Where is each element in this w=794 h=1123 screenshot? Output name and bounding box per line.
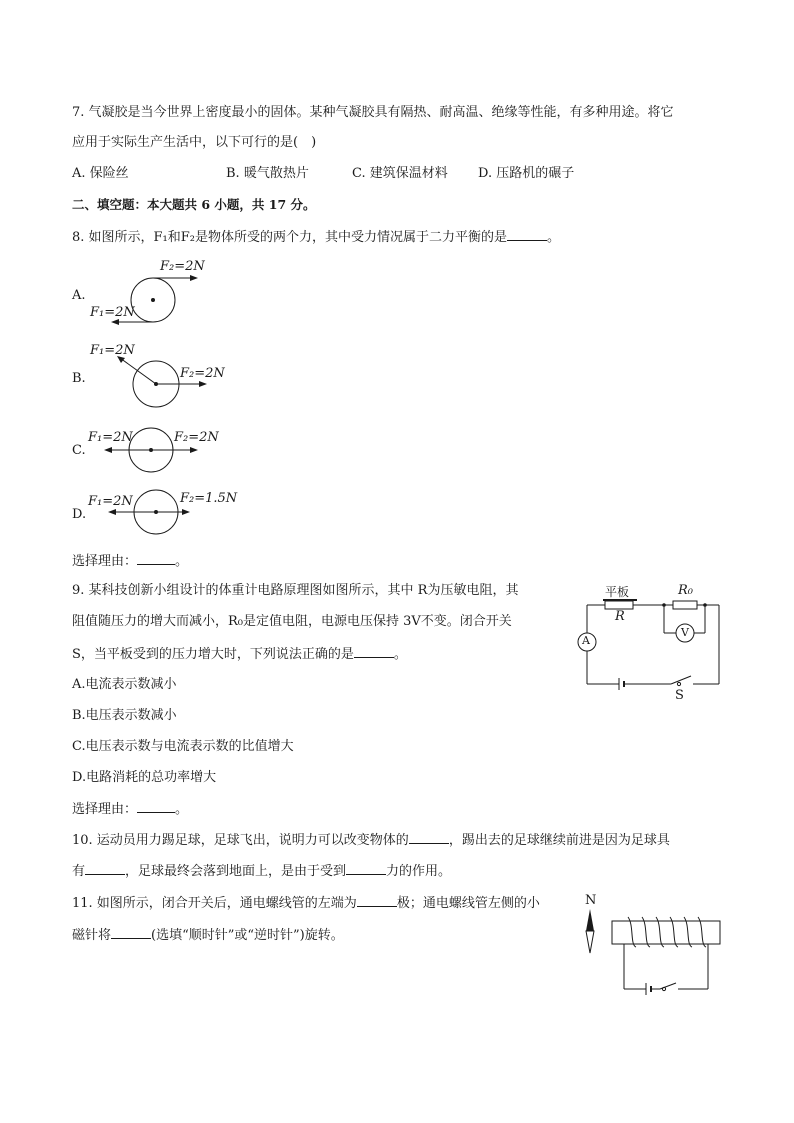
q10-line1 [72, 831, 670, 850]
circuit-r0-label: R₀ [678, 583, 693, 598]
q8-reason [72, 552, 188, 571]
q7-line2: 应用于实际生产生活中，以下可行的是( ) [72, 135, 317, 150]
q11-line1-b: 极；通电螺线管左侧的小 [396, 896, 540, 911]
q11-line1-a: 11. 如图所示，闭合开关后，通电螺线管的左端为 [72, 896, 357, 911]
answer-blank[interactable] [507, 228, 547, 241]
circuit-ammeter-label: A [582, 634, 590, 647]
q8-option-b-letter: B. [72, 371, 86, 386]
q8-option-a-letter: A. [72, 288, 86, 303]
q8-stem-end: 。 [547, 230, 561, 245]
q8-a-f2-label: F₂=2N [160, 259, 205, 274]
q11-line2-a: 磁针将 [72, 928, 112, 943]
q9-line1: 9. 某科技创新小组设计的体重计电路原理图如图所示，其中 R为压敏电阻，其 [72, 583, 519, 598]
q10-line1-b: ，踢出去的足球继续前进是因为足球具 [448, 833, 670, 848]
reason-blank[interactable] [137, 552, 175, 565]
q9-reason-end: 。 [175, 802, 189, 817]
answer-blank[interactable] [354, 645, 394, 658]
q10-line2-b: ，足球最终会落到地面上，是由于受到 [125, 864, 347, 879]
q7-option-a: A. 保险丝 [72, 166, 129, 181]
circuit-voltmeter-label: V [681, 626, 689, 639]
q8-option-c-letter: C. [72, 443, 86, 458]
q8-reason-end: 。 [175, 554, 189, 569]
q8-d-f1-label: F₁=2N [88, 494, 133, 509]
q7-line1: 7. 气凝胶是当今世界上密度最小的固体。某种气凝胶具有隔热、耐高温、绝缘等性能，有多种用途。将它 [72, 105, 674, 120]
q7-option-d: D. 压路机的碾子 [478, 166, 575, 181]
q11-line1 [72, 894, 540, 913]
q9-circuit-diagram [575, 580, 725, 700]
reason-blank[interactable] [137, 800, 175, 813]
q11-solenoid-diagram [580, 905, 730, 1000]
q9-line2: 阻值随压力的增大而减小，R₀是定值电阻，电源电压保持 3V不变。闭合开关 [72, 614, 512, 629]
q11-line2-b: (选填“顺时针”或“逆时针”)旋转。 [151, 928, 344, 943]
q9-reason-label: 选择理由： [72, 802, 138, 817]
q8-b-f2-label: F₂=2N [180, 366, 225, 381]
q11-line2 [72, 926, 344, 945]
q9-option-c: C.电压表示数与电流表示数的比值增大 [72, 739, 294, 754]
q8-b-f1-label: F₁=2N [90, 343, 135, 358]
q9-option-a: A.电流表示数减小 [72, 677, 177, 692]
q8-c-f2-label: F₂=2N [174, 430, 219, 445]
q9-option-d: D.电路消耗的总功率增大 [72, 770, 217, 785]
answer-blank[interactable] [111, 926, 151, 939]
q8-stem [72, 228, 560, 247]
q9-line3-end: 。 [393, 647, 407, 662]
circuit-r-label: R [615, 609, 625, 624]
answer-blank[interactable] [346, 862, 386, 875]
circuit-plate-label: 平板 [605, 585, 630, 599]
q8-d-f2-label: F₂=1.5N [180, 491, 238, 506]
section-heading: 二、填空题：本大题共 6 小题，共 17 分。 [72, 197, 316, 212]
q9-line3-text: S，当平板受到的压力增大时，下列说法正确的是 [72, 647, 354, 662]
q10-line2-c: 力的作用。 [386, 864, 452, 879]
q8-c-f1-label: F₁=2N [88, 430, 133, 445]
q9-option-b: B.电压表示数减小 [72, 708, 177, 723]
q9-reason [72, 800, 188, 819]
q10-line2 [72, 862, 451, 881]
q8-stem-text: 8. 如图所示，F₁和F₂是物体所受的两个力，其中受力情况属于二力平衡的是 [72, 230, 507, 245]
q10-line2-a: 有 [72, 864, 86, 879]
q9-line3 [72, 645, 407, 664]
q10-line1-a: 10. 运动员用力踢足球，足球飞出，说明力可以改变物体的 [72, 833, 409, 848]
answer-blank[interactable] [409, 831, 449, 844]
q8-option-d-letter: D. [72, 507, 87, 522]
q8-reason-label: 选择理由： [72, 554, 138, 569]
q8-a-f1-label: F₁=2N [90, 305, 135, 320]
compass-n-label: N [585, 893, 597, 908]
q8-option-c-diagram [96, 420, 206, 475]
q7-option-c: C. 建筑保温材料 [352, 166, 448, 181]
q7-option-b: B. 暖气散热片 [226, 166, 309, 181]
answer-blank[interactable] [357, 894, 397, 907]
answer-blank[interactable] [85, 862, 125, 875]
circuit-switch-label: S [675, 688, 684, 703]
